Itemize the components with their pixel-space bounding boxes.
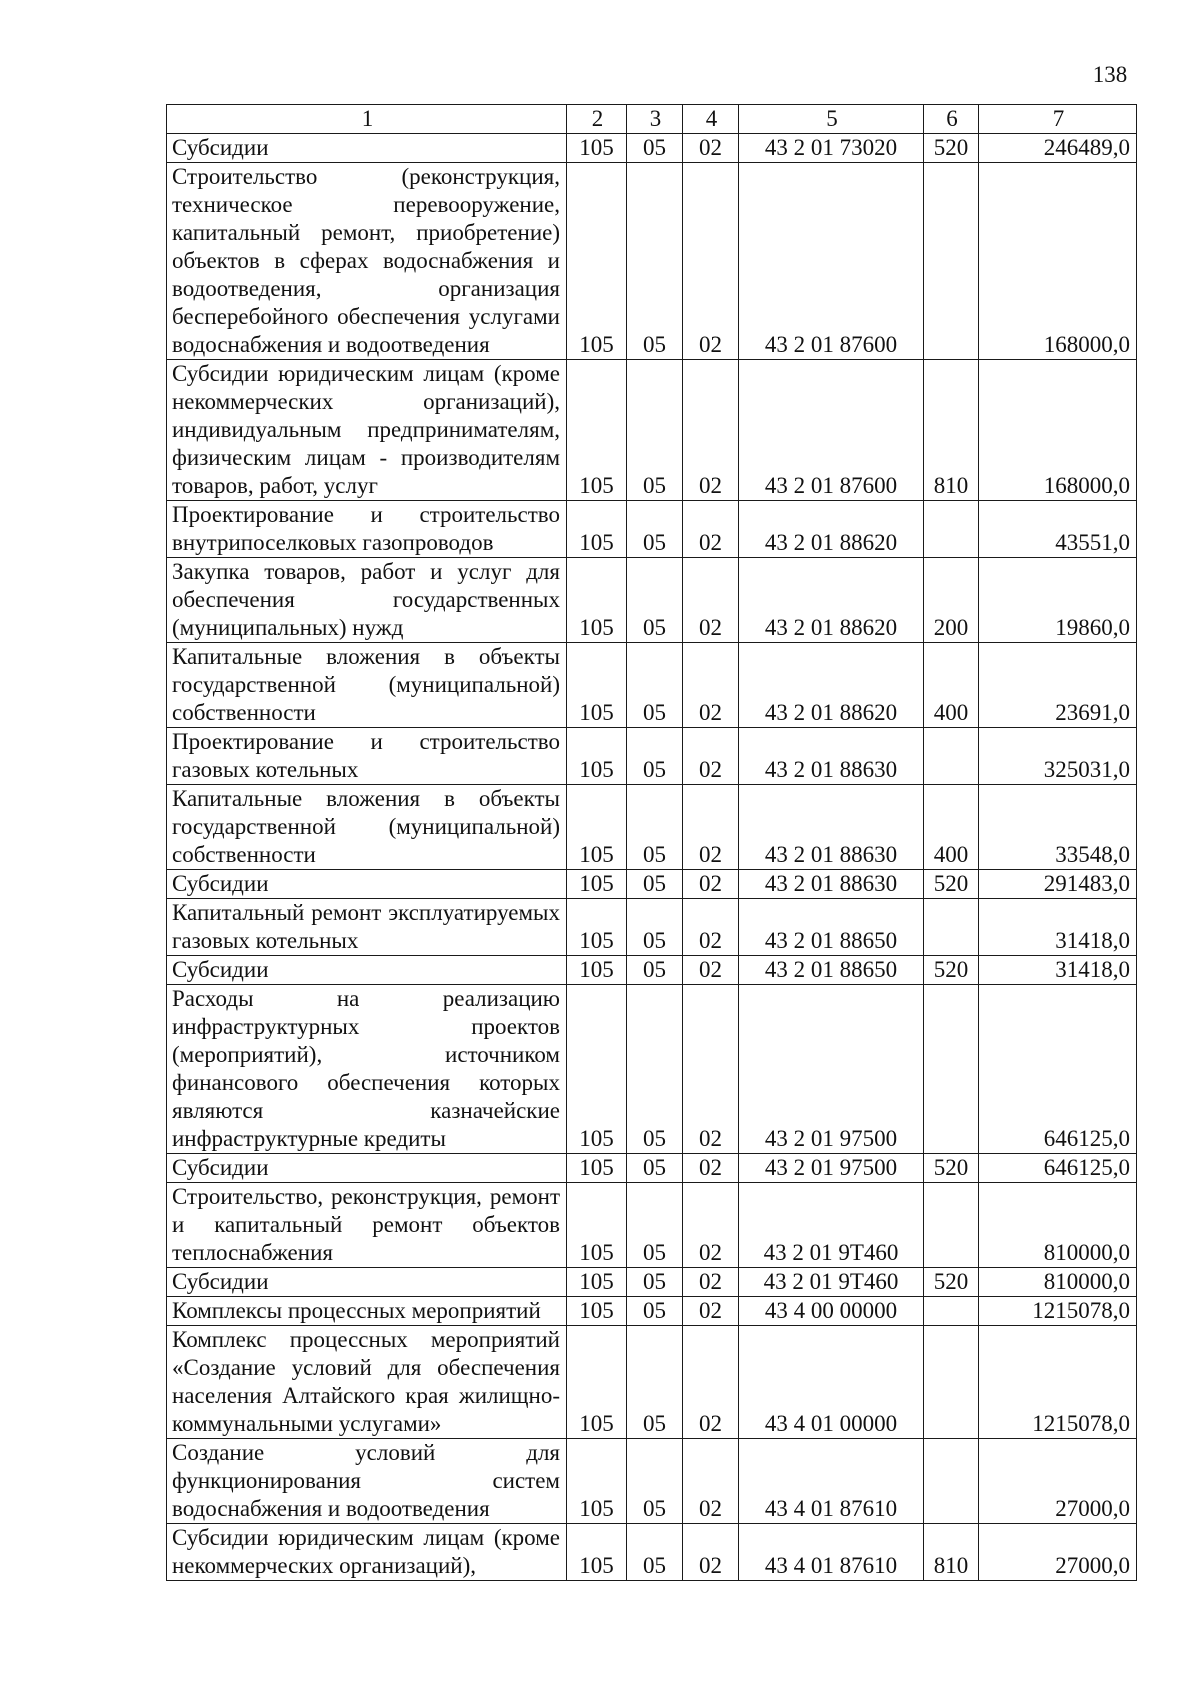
- expense-name-cell: Капитальные вложения в объекты государственной (муниципальной) собственности: [167, 785, 567, 870]
- expense-type-cell: 400: [924, 643, 979, 728]
- subsection-code-cell: 02: [683, 956, 739, 985]
- subsection-code-cell: 02: [683, 558, 739, 643]
- section-code-cell: 05: [627, 501, 683, 558]
- expense-type-cell: [924, 899, 979, 956]
- column-header: 6: [924, 105, 979, 134]
- amount-cell: 1215078,0: [979, 1326, 1137, 1439]
- expense-name-cell: Субсидии: [167, 1268, 567, 1297]
- table-row: [167, 899, 1137, 956]
- header-row: [167, 105, 1137, 134]
- target-article-cell: 43 2 01 97500: [739, 985, 924, 1154]
- grbs-code-cell: 105: [567, 163, 627, 360]
- table-row: [167, 163, 1137, 360]
- expense-name-cell: Капитальный ремонт эксплуатируемых газовых котельных: [167, 899, 567, 956]
- expense-type-cell: [924, 1183, 979, 1268]
- expense-name-cell: Субсидии: [167, 956, 567, 985]
- grbs-code-cell: 105: [567, 899, 627, 956]
- target-article-cell: 43 4 01 00000: [739, 1326, 924, 1439]
- budget-table: [166, 104, 1137, 1581]
- table-row: [167, 1154, 1137, 1183]
- expense-name-cell: Субсидии юридическим лицам (кроме некоммерческих организаций), индивидуальным предпринимателям, физическим лицам - производителям товаров, работ, услуг: [167, 360, 567, 501]
- target-article-cell: 43 2 01 88650: [739, 899, 924, 956]
- expense-type-cell: [924, 1439, 979, 1524]
- expense-type-cell: [924, 163, 979, 360]
- table-row: [167, 870, 1137, 899]
- expense-type-cell: 520: [924, 956, 979, 985]
- table-row: [167, 558, 1137, 643]
- amount-cell: 810000,0: [979, 1183, 1137, 1268]
- grbs-code-cell: 105: [567, 1297, 627, 1326]
- amount-cell: 31418,0: [979, 956, 1137, 985]
- section-code-cell: 05: [627, 899, 683, 956]
- section-code-cell: 05: [627, 643, 683, 728]
- section-code-cell: 05: [627, 1297, 683, 1326]
- amount-cell: 23691,0: [979, 643, 1137, 728]
- table-row: [167, 1183, 1137, 1268]
- expense-type-cell: 810: [924, 1524, 979, 1581]
- subsection-code-cell: 02: [683, 163, 739, 360]
- amount-cell: 168000,0: [979, 163, 1137, 360]
- expense-name-cell: Создание условий для функционирования систем водоснабжения и водоотведения: [167, 1439, 567, 1524]
- column-header: 2: [567, 105, 627, 134]
- target-article-cell: 43 2 01 88630: [739, 870, 924, 899]
- section-code-cell: 05: [627, 558, 683, 643]
- target-article-cell: 43 2 01 88650: [739, 956, 924, 985]
- amount-cell: 246489,0: [979, 134, 1137, 163]
- grbs-code-cell: 105: [567, 1326, 627, 1439]
- expense-name-cell: Субсидии: [167, 870, 567, 899]
- amount-cell: 31418,0: [979, 899, 1137, 956]
- target-article-cell: 43 2 01 97500: [739, 1154, 924, 1183]
- column-header: 7: [979, 105, 1137, 134]
- subsection-code-cell: 02: [683, 1524, 739, 1581]
- amount-cell: 810000,0: [979, 1268, 1137, 1297]
- subsection-code-cell: 02: [683, 1297, 739, 1326]
- amount-cell: 168000,0: [979, 360, 1137, 501]
- table-row: [167, 956, 1137, 985]
- amount-cell: 646125,0: [979, 985, 1137, 1154]
- table-row: [167, 643, 1137, 728]
- expense-type-cell: 520: [924, 870, 979, 899]
- subsection-code-cell: 02: [683, 870, 739, 899]
- expense-name-cell: Комплексы процессных мероприятий: [167, 1297, 567, 1326]
- grbs-code-cell: 105: [567, 1439, 627, 1524]
- amount-cell: 33548,0: [979, 785, 1137, 870]
- table-row: [167, 134, 1137, 163]
- expense-type-cell: [924, 501, 979, 558]
- expense-type-cell: [924, 985, 979, 1154]
- target-article-cell: 43 4 00 00000: [739, 1297, 924, 1326]
- target-article-cell: 43 2 01 88620: [739, 643, 924, 728]
- expense-name-cell: Комплекс процессных мероприятий «Создание условий для обеспечения населения Алтайского края жилищно-коммунальными услугами»: [167, 1326, 567, 1439]
- subsection-code-cell: 02: [683, 501, 739, 558]
- section-code-cell: 05: [627, 1154, 683, 1183]
- target-article-cell: 43 2 01 9T460: [739, 1268, 924, 1297]
- target-article-cell: 43 2 01 87600: [739, 163, 924, 360]
- column-header: 3: [627, 105, 683, 134]
- expense-type-cell: [924, 728, 979, 785]
- subsection-code-cell: 02: [683, 1154, 739, 1183]
- expense-type-cell: 200: [924, 558, 979, 643]
- section-code-cell: 05: [627, 1439, 683, 1524]
- section-code-cell: 05: [627, 870, 683, 899]
- target-article-cell: 43 4 01 87610: [739, 1439, 924, 1524]
- grbs-code-cell: 105: [567, 558, 627, 643]
- subsection-code-cell: 02: [683, 728, 739, 785]
- target-article-cell: 43 2 01 73020: [739, 134, 924, 163]
- grbs-code-cell: 105: [567, 1183, 627, 1268]
- section-code-cell: 05: [627, 1326, 683, 1439]
- subsection-code-cell: 02: [683, 1183, 739, 1268]
- expense-name-cell: Капитальные вложения в объекты государственной (муниципальной) собственности: [167, 643, 567, 728]
- expense-name-cell: Проектирование и строительство газовых котельных: [167, 728, 567, 785]
- grbs-code-cell: 105: [567, 1154, 627, 1183]
- expense-type-cell: [924, 1326, 979, 1439]
- table-row: [167, 1524, 1137, 1581]
- amount-cell: 325031,0: [979, 728, 1137, 785]
- grbs-code-cell: 105: [567, 870, 627, 899]
- section-code-cell: 05: [627, 1524, 683, 1581]
- expense-type-cell: 520: [924, 1268, 979, 1297]
- grbs-code-cell: 105: [567, 1524, 627, 1581]
- expense-name-cell: Субсидии: [167, 1154, 567, 1183]
- grbs-code-cell: 105: [567, 501, 627, 558]
- table-row: [167, 985, 1137, 1154]
- section-code-cell: 05: [627, 134, 683, 163]
- grbs-code-cell: 105: [567, 1268, 627, 1297]
- subsection-code-cell: 02: [683, 1326, 739, 1439]
- expense-name-cell: Субсидии юридическим лицам (кроме некоммерческих организаций),: [167, 1524, 567, 1581]
- grbs-code-cell: 105: [567, 956, 627, 985]
- page-number: 138: [1092, 62, 1128, 87]
- subsection-code-cell: 02: [683, 1439, 739, 1524]
- target-article-cell: 43 2 01 88630: [739, 785, 924, 870]
- subsection-code-cell: 02: [683, 785, 739, 870]
- table-row: [167, 1268, 1137, 1297]
- section-code-cell: 05: [627, 956, 683, 985]
- subsection-code-cell: 02: [683, 1268, 739, 1297]
- amount-cell: 1215078,0: [979, 1297, 1137, 1326]
- target-article-cell: 43 2 01 9T460: [739, 1183, 924, 1268]
- expense-name-cell: Строительство, реконструкция, ремонт и капитальный ремонт объектов теплоснабжения: [167, 1183, 567, 1268]
- target-article-cell: 43 2 01 88620: [739, 501, 924, 558]
- column-header: 4: [683, 105, 739, 134]
- section-code-cell: 05: [627, 785, 683, 870]
- grbs-code-cell: 105: [567, 728, 627, 785]
- expense-type-cell: 520: [924, 134, 979, 163]
- expense-name-cell: Расходы на реализацию инфраструктурных проектов (мероприятий), источником финансового обеспечения которых являются казначейские инфраструктурные кредиты: [167, 985, 567, 1154]
- section-code-cell: 05: [627, 728, 683, 785]
- target-article-cell: 43 4 01 87610: [739, 1524, 924, 1581]
- table-body: [167, 134, 1137, 1581]
- section-code-cell: 05: [627, 360, 683, 501]
- target-article-cell: 43 2 01 87600: [739, 360, 924, 501]
- grbs-code-cell: 105: [567, 785, 627, 870]
- table-row: [167, 728, 1137, 785]
- table-row: [167, 1439, 1137, 1524]
- section-code-cell: 05: [627, 1183, 683, 1268]
- expense-name-cell: Закупка товаров, работ и услуг для обеспечения государственных (муниципальных) нужд: [167, 558, 567, 643]
- column-header: 5: [739, 105, 924, 134]
- amount-cell: 646125,0: [979, 1154, 1137, 1183]
- subsection-code-cell: 02: [683, 360, 739, 501]
- expense-type-cell: 520: [924, 1154, 979, 1183]
- grbs-code-cell: 105: [567, 134, 627, 163]
- amount-cell: 19860,0: [979, 558, 1137, 643]
- grbs-code-cell: 105: [567, 985, 627, 1154]
- table-row: [167, 501, 1137, 558]
- amount-cell: 27000,0: [979, 1524, 1137, 1581]
- expense-type-cell: 400: [924, 785, 979, 870]
- amount-cell: 291483,0: [979, 870, 1137, 899]
- grbs-code-cell: 105: [567, 643, 627, 728]
- table-row: [167, 1297, 1137, 1326]
- target-article-cell: 43 2 01 88630: [739, 728, 924, 785]
- expense-type-cell: 810: [924, 360, 979, 501]
- section-code-cell: 05: [627, 1268, 683, 1297]
- subsection-code-cell: 02: [683, 643, 739, 728]
- section-code-cell: 05: [627, 985, 683, 1154]
- amount-cell: 43551,0: [979, 501, 1137, 558]
- subsection-code-cell: 02: [683, 985, 739, 1154]
- subsection-code-cell: 02: [683, 899, 739, 956]
- expense-type-cell: [924, 1297, 979, 1326]
- table-row: [167, 785, 1137, 870]
- subsection-code-cell: 02: [683, 134, 739, 163]
- expense-name-cell: Субсидии: [167, 134, 567, 163]
- expense-name-cell: Строительство (реконструкция, техническое перевооружение, капитальный ремонт, приобретение) объектов в сферах водоснабжения и водоотведения, организация бесперебойного обеспечения услугами водоснабжения и водоотведения: [167, 163, 567, 360]
- table-row: [167, 360, 1137, 501]
- grbs-code-cell: 105: [567, 360, 627, 501]
- amount-cell: 27000,0: [979, 1439, 1137, 1524]
- column-header: 1: [167, 105, 567, 134]
- target-article-cell: 43 2 01 88620: [739, 558, 924, 643]
- expense-name-cell: Проектирование и строительство внутрипоселковых газопроводов: [167, 501, 567, 558]
- table-row: [167, 1326, 1137, 1439]
- section-code-cell: 05: [627, 163, 683, 360]
